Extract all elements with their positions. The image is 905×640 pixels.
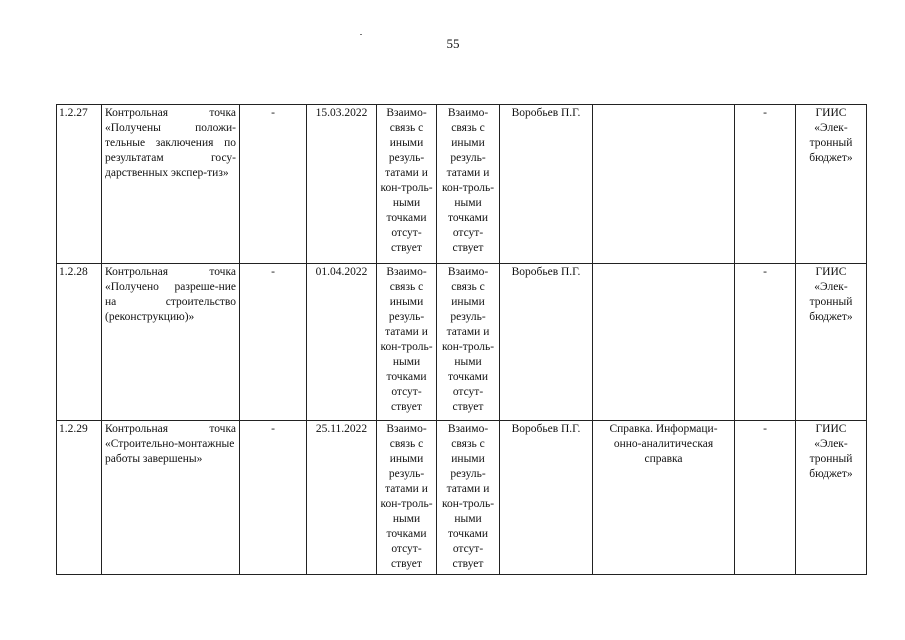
dash-value-2: - [763, 423, 767, 435]
control-point-name: Контрольная точка «Получено разреше-ние на строительство (реконструкцию)» [105, 266, 236, 323]
document-cell [593, 421, 735, 575]
row-number: 1.2.28 [59, 266, 88, 278]
control-point-name: Контрольная точка «Получены положи-тельные заключения по результатам госу-дарственных экспер-тиз» [105, 107, 236, 179]
row-number: 1.2.29 [59, 423, 88, 435]
document-cell [593, 105, 735, 264]
date-cell [307, 105, 377, 264]
table-row [57, 105, 867, 264]
relation-text-1: Взаимо-связь с иными резуль-татами и кон-троль-ными точками отсут-ствует [380, 107, 433, 254]
information-system: ГИИС «Элек-тронный бюджет» [809, 107, 853, 164]
control-point-name-cell [102, 421, 240, 575]
dash-cell-2 [735, 264, 796, 421]
responsible-person: Воробьев П.Г. [511, 107, 581, 119]
dash-cell-2 [735, 421, 796, 575]
relation-text-1: Взаимо-связь с иными резуль-татами и кон-троль-ными точками отсут-ствует [380, 423, 433, 570]
relation-text-2: Взаимо-связь с иными резуль-татами и кон-троль-ными точками отсут-ствует [441, 107, 495, 254]
relation-cell-2 [437, 105, 500, 264]
control-point-name-cell [102, 105, 240, 264]
dash-value-2: - [763, 266, 767, 278]
row-number-cell [57, 264, 102, 421]
relation-cell-2 [437, 264, 500, 421]
dash-cell [240, 264, 307, 421]
control-point-name-cell [102, 264, 240, 421]
control-points-table [56, 104, 867, 575]
dash-value: - [271, 423, 275, 435]
dash-value-2: - [763, 107, 767, 119]
system-cell [796, 105, 867, 264]
relation-cell-2 [437, 421, 500, 575]
dash-cell [240, 421, 307, 575]
row-number-cell [57, 421, 102, 575]
date-value: 15.03.2022 [315, 107, 368, 119]
row-number: 1.2.27 [59, 107, 88, 119]
date-cell [307, 421, 377, 575]
responsible-cell [500, 105, 593, 264]
system-cell [796, 421, 867, 575]
relation-cell-1 [377, 421, 437, 575]
responsible-person: Воробьев П.Г. [511, 266, 581, 278]
information-system: ГИИС «Элек-тронный бюджет» [809, 266, 853, 323]
dash-value: - [271, 107, 275, 119]
responsible-cell [500, 264, 593, 421]
table-row [57, 421, 867, 575]
date-value: 25.11.2022 [315, 423, 368, 435]
relation-text-1: Взаимо-связь с иными резуль-татами и кон-троль-ными точками отсут-ствует [380, 266, 433, 413]
relation-cell-1 [377, 264, 437, 421]
system-cell [796, 264, 867, 421]
relation-cell-1 [377, 105, 437, 264]
responsible-cell [500, 421, 593, 575]
control-point-name: Контрольная точка «Строительно-монтажные работы завершены» [105, 423, 236, 465]
date-value: 01.04.2022 [315, 266, 368, 278]
document-cell [593, 264, 735, 421]
row-number-cell [57, 105, 102, 264]
responsible-person: Воробьев П.Г. [511, 423, 581, 435]
dash-value: - [271, 266, 275, 278]
scan-artifact [360, 34, 362, 35]
information-system: ГИИС «Элек-тронный бюджет» [809, 423, 853, 480]
page-number: 55 [446, 36, 460, 51]
table-row [57, 264, 867, 421]
dash-cell [240, 105, 307, 264]
relation-text-2: Взаимо-связь с иными резуль-татами и кон-троль-ными точками отсут-ствует [441, 423, 495, 570]
dash-cell-2 [735, 105, 796, 264]
relation-text-2: Взаимо-связь с иными резуль-татами и кон-троль-ными точками отсут-ствует [441, 266, 495, 413]
document-type: Справка. Информаци-онно-аналитическая справка [609, 423, 718, 465]
date-cell [307, 264, 377, 421]
